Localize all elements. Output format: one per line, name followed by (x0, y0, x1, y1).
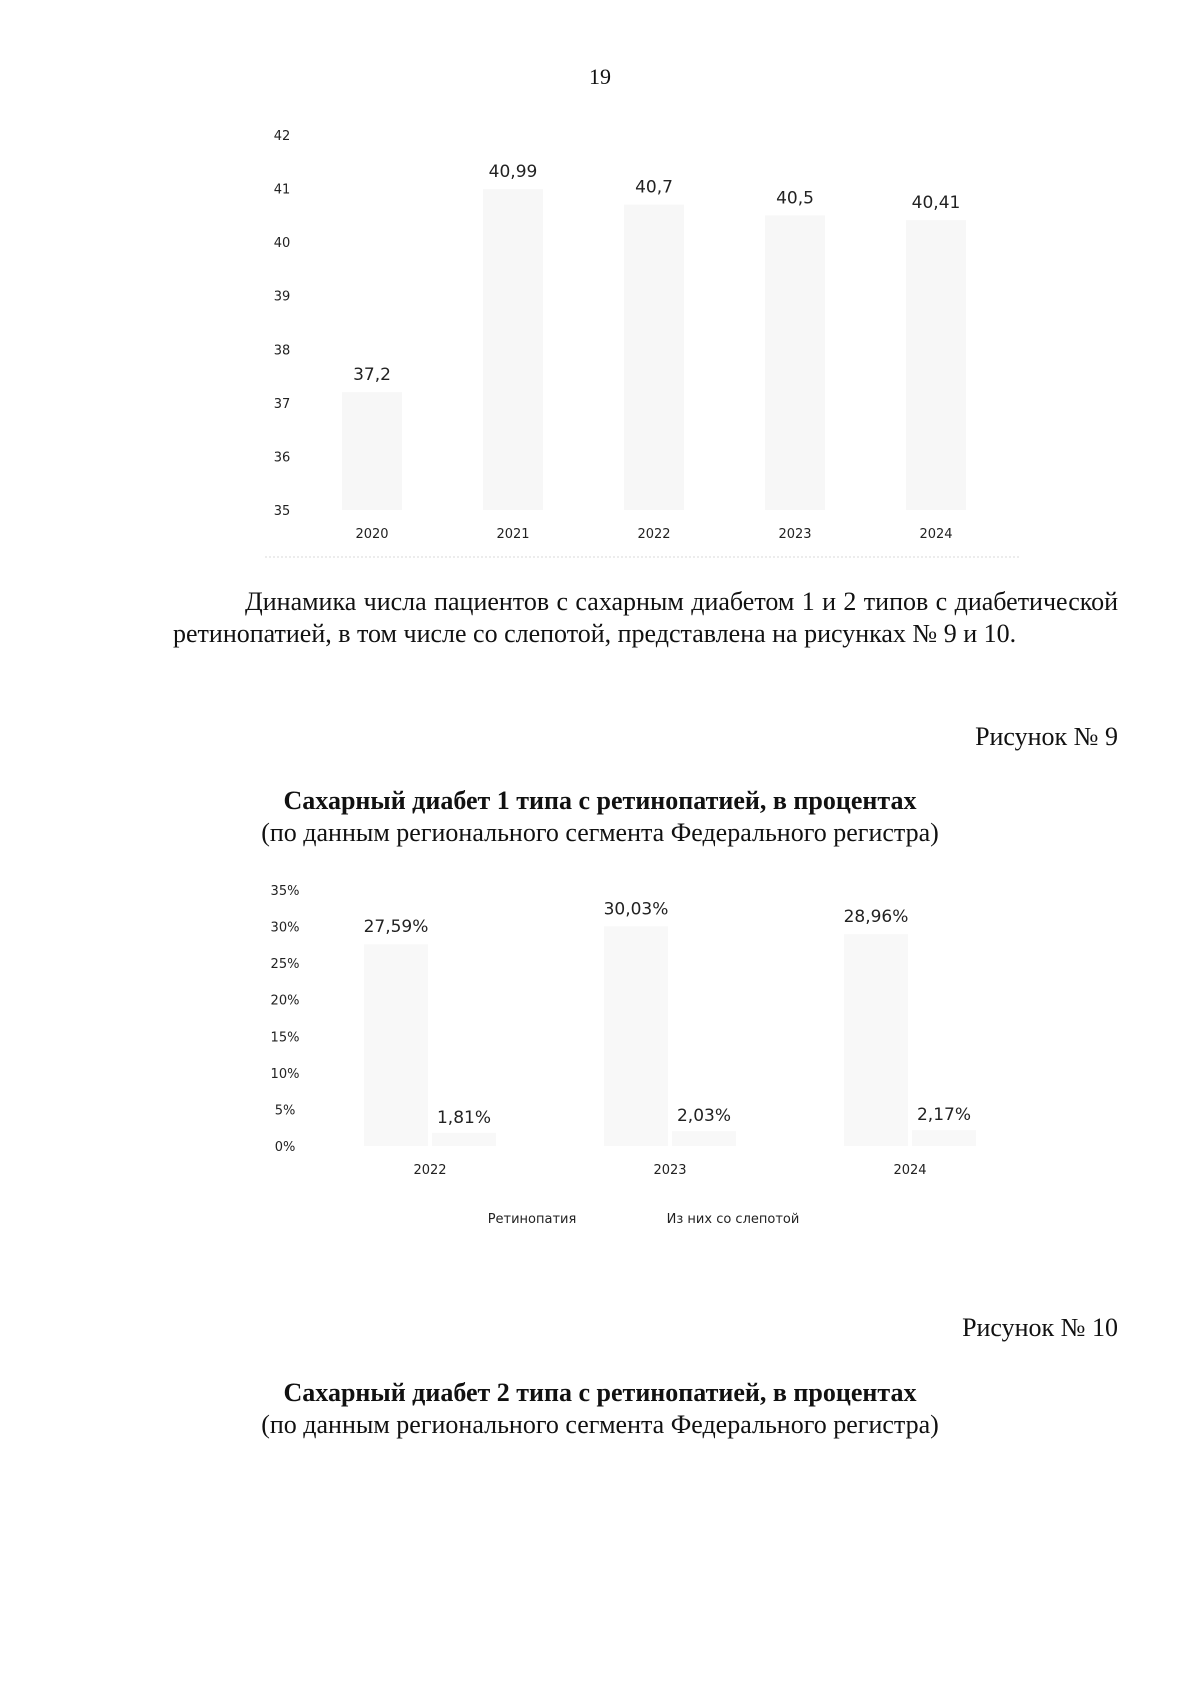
bar-retinopathy (604, 926, 668, 1146)
data-label: 40,99 (488, 162, 538, 183)
y-tick-label: 40 (273, 236, 291, 252)
figure-9-label: Рисунок № 9 (975, 722, 1118, 751)
x-tick-label: 2022 (413, 1163, 447, 1178)
body-paragraph: Динамика числа пациентов с сахарным диабетом 1 и 2 типов с диабетической ретинопатией, в том числе со слепотой, представлена на рисунках № 9 и 10. (173, 587, 1118, 648)
figure-9-subtitle: (по данным регионального сегмента Федерального регистра) (261, 818, 939, 847)
page-number: 19 (589, 64, 611, 89)
y-tick-label: 20% (270, 993, 300, 1009)
y-tick-label: 30% (270, 920, 300, 936)
y-tick-label: 36 (273, 450, 291, 466)
data-label: 37,2 (353, 365, 391, 386)
y-tick-label: 37 (273, 396, 291, 412)
data-label-retinopathy: 28,96% (843, 907, 909, 928)
bar (483, 189, 543, 510)
legend-retinopathy: Ретинопатия (487, 1212, 577, 1227)
y-tick-label: 10% (270, 1066, 300, 1082)
x-tick-label: 2020 (355, 527, 389, 542)
x-tick-label: 2022 (637, 527, 671, 542)
chart-patients-dynamics (0, 110, 1200, 580)
bar-retinopathy (364, 944, 428, 1146)
bar (624, 205, 684, 510)
bar-blindness (912, 1130, 976, 1146)
bar (765, 215, 825, 510)
bar-blindness (432, 1133, 496, 1146)
data-label-retinopathy: 27,59% (363, 917, 429, 938)
y-tick-label: 5% (274, 1103, 296, 1119)
figure-10-title: Сахарный диабет 2 типа с ретинопатией, в процентах (283, 1378, 917, 1407)
y-tick-label: 35 (273, 504, 291, 519)
legend-blindness: Из них со слепотой (666, 1212, 800, 1227)
bar-blindness (672, 1131, 736, 1146)
y-tick-label: 38 (273, 343, 291, 359)
y-tick-label: 42 (273, 129, 291, 144)
y-tick-label: 15% (270, 1030, 300, 1046)
bar-retinopathy (844, 934, 908, 1146)
y-tick-label: 39 (273, 289, 291, 305)
data-label-retinopathy: 30,03% (603, 899, 669, 920)
figure-9-title: Сахарный диабет 1 типа с ретинопатией, в процентах (283, 786, 917, 815)
y-tick-label: 41 (273, 182, 291, 198)
data-label: 40,5 (776, 188, 814, 209)
x-tick-label: 2023 (778, 527, 812, 542)
figure-10-label: Рисунок № 10 (962, 1313, 1118, 1342)
chart-t1-retinopathy (0, 880, 1200, 1260)
y-tick-label: 0% (274, 1140, 296, 1155)
data-label: 40,7 (635, 177, 673, 198)
y-tick-label: 25% (270, 957, 300, 973)
figure-10-subtitle: (по данным регионального сегмента Федерального регистра) (261, 1410, 939, 1439)
x-tick-label: 2024 (919, 527, 953, 542)
x-tick-label: 2023 (653, 1163, 687, 1178)
data-label-blindness: 2,17% (916, 1105, 972, 1126)
bar (906, 220, 966, 510)
y-tick-label: 35% (270, 884, 300, 899)
data-label-blindness: 1,81% (436, 1107, 492, 1128)
data-label: 40,41 (911, 193, 961, 214)
data-label-blindness: 2,03% (676, 1106, 732, 1127)
x-tick-label: 2024 (893, 1163, 927, 1178)
bar (342, 392, 402, 510)
x-tick-label: 2021 (496, 527, 530, 542)
